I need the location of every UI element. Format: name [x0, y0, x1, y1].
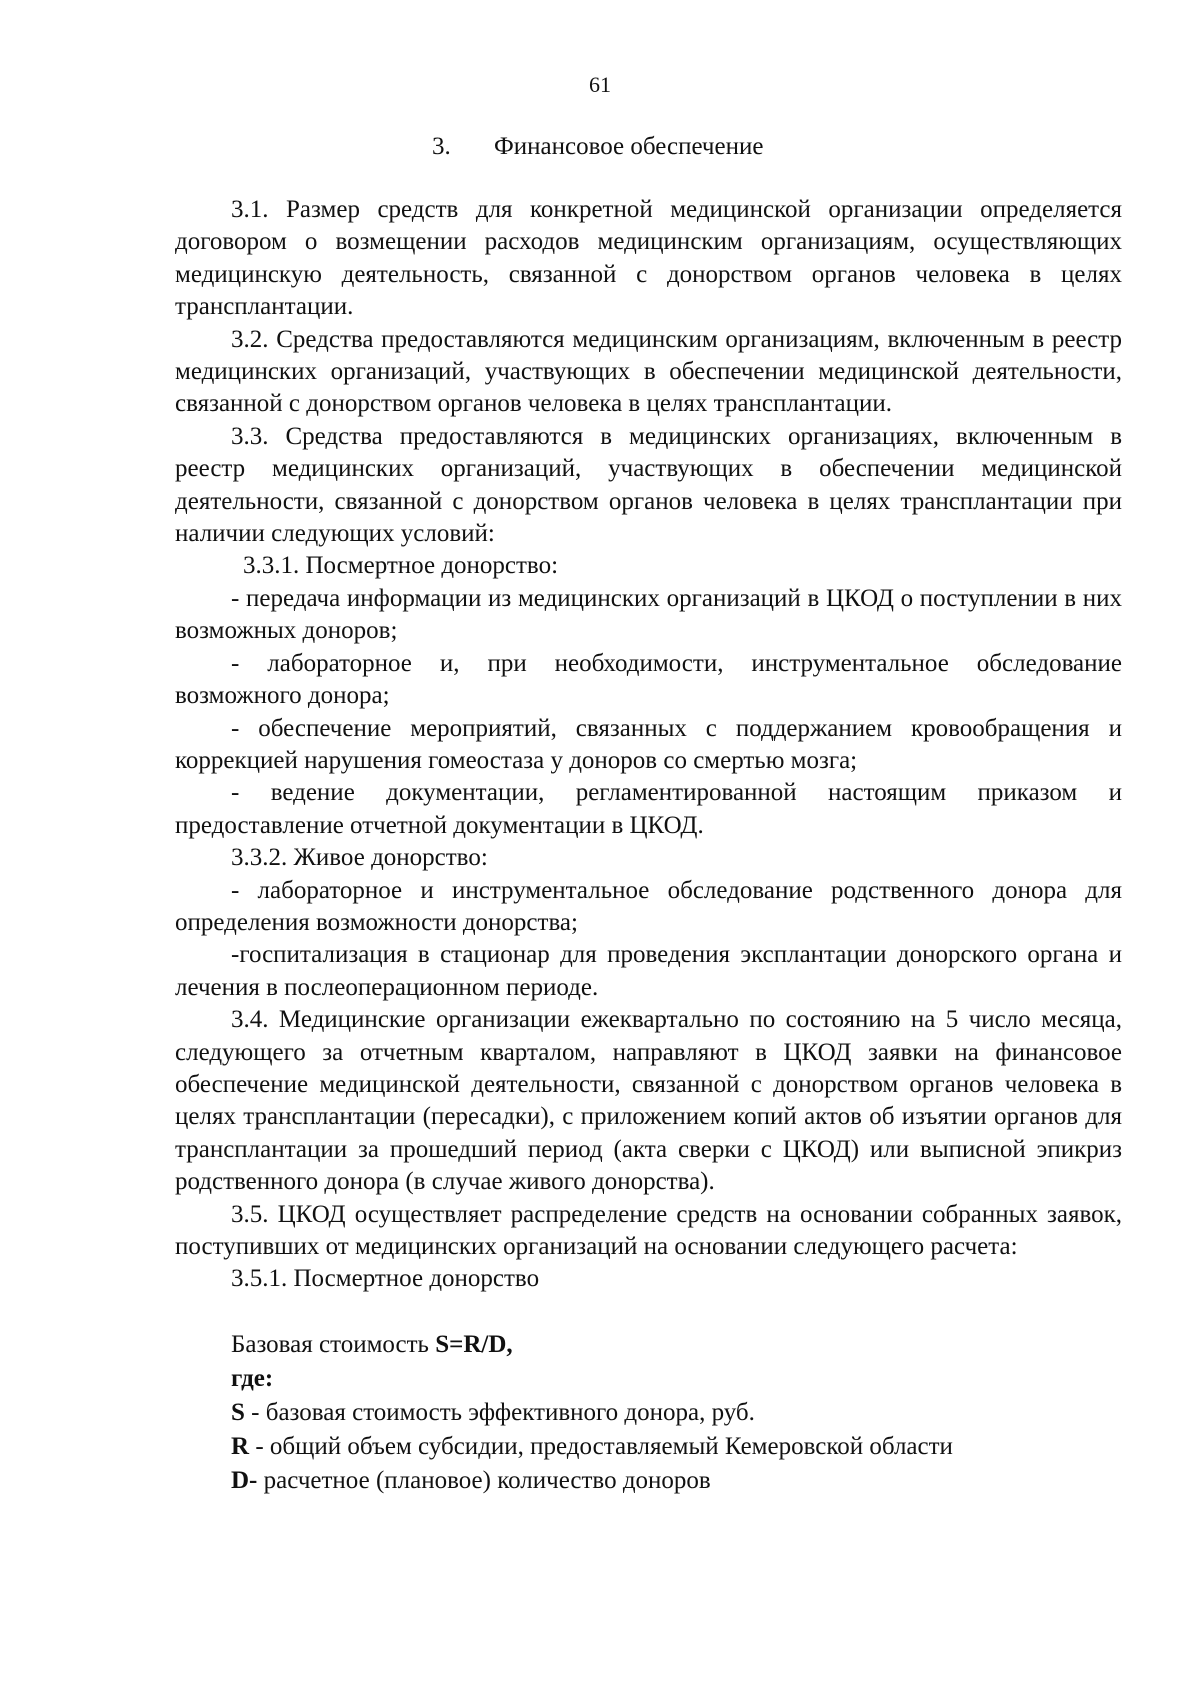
definition-text: расчетное (плановое) количество доноров — [257, 1466, 711, 1494]
definition-symbol: R — [231, 1432, 250, 1460]
formula-expression: S=R/D, — [435, 1330, 513, 1358]
formula-intro: Базовая стоимость — [231, 1330, 436, 1358]
paragraph-3-3-2: 3.3.2. Живое донорство: — [231, 844, 488, 872]
definition-s — [175, 1396, 1122, 1430]
formula-where-label: где: — [231, 1364, 274, 1392]
page-number: 61 — [589, 72, 611, 97]
paragraph-3-2: 3.2. Средства предоставляются медицинским организациям, включенным в реестр медицинских организаций, участвующих в обеспечении медицинской деятельности, связанной с донорством органов человека в целях трансплантации. — [175, 325, 1122, 418]
spacer — [175, 1296, 1122, 1328]
list-item: - обеспечение мероприятий, связанных с поддержанием кровообращения и коррекцией нарушения гомеостаза у доноров со смертью мозга; — [175, 714, 1122, 774]
definition-symbol: S — [231, 1398, 245, 1426]
paragraph-3-3-1: 3.3.1. Посмертное донорство: — [243, 552, 559, 580]
list-item: - ведение документации, регламентированной настоящим приказом и предоставление отчетной документации в ЦКОД. — [175, 779, 1122, 839]
definition-text: - базовая стоимость эффективного донора, руб. — [244, 1398, 755, 1426]
paragraph-3-3: 3.3. Средства предоставляются в медицинских организациях, включенным в реестр медицинских организаций, участвующих в обеспечении медицинской деятельности, связанной с донорством органов человека в целях трансплантации при наличии следующих условий: — [175, 422, 1122, 548]
definition-r — [175, 1430, 1122, 1464]
paragraph-3-1: 3.1. Размер средств для конкретной медицинской организации определяется договором о возмещении расходов медицинским организациям, осуществляющих медицинскую деятельность, связанной с донорством органов человека в целях трансплантации. — [175, 196, 1122, 321]
section-title: Финансовое обеспечение — [494, 133, 764, 160]
list-item: -госпитализация в стационар для проведения эксплантации донорского органа и лечения в послеоперационном периоде. — [175, 941, 1122, 1001]
section-heading — [432, 133, 763, 161]
paragraph-3-5-1: 3.5.1. Посмертное донорство — [231, 1265, 540, 1293]
definition-text: - общий объем субсидии, предоставляемый Кемеровской области — [249, 1432, 953, 1460]
list-item: - лабораторное и, при необходимости, инструментальное обследование возможного донора; — [175, 649, 1122, 710]
formula-where — [175, 1362, 1122, 1396]
definition-d — [175, 1464, 1122, 1498]
formula-line — [175, 1328, 1122, 1362]
document-body — [175, 194, 1122, 1498]
definition-symbol: D- — [231, 1466, 258, 1494]
paragraph-3-4: 3.4. Медицинские организации ежеквартально по состоянию на 5 число месяца, следующего за отчетным кварталом, направляют в ЦКОД заявки на финансовое обеспечение медицинской деятельности, связанной с донорством органов человека в целях трансплантации (пересадки), с приложением копий актов об изъятии органов для трансплантации за прошедший период (акта сверки с ЦКОД) или выписной эпикриз родственного донора (в случае живого донорства). — [175, 1006, 1122, 1196]
list-item: - передача информации из медицинских организаций в ЦКОД о поступлении в них возможных доноров; — [175, 584, 1122, 645]
list-item: - лабораторное и инструментальное обследование родственного донора для определения возможности донорства; — [175, 876, 1122, 936]
paragraph-3-5: 3.5. ЦКОД осуществляет распределение средств на основании собранных заявок, поступивших от медицинских организаций на основании следующего расчета: — [175, 1200, 1122, 1260]
section-number: 3. — [432, 133, 451, 160]
